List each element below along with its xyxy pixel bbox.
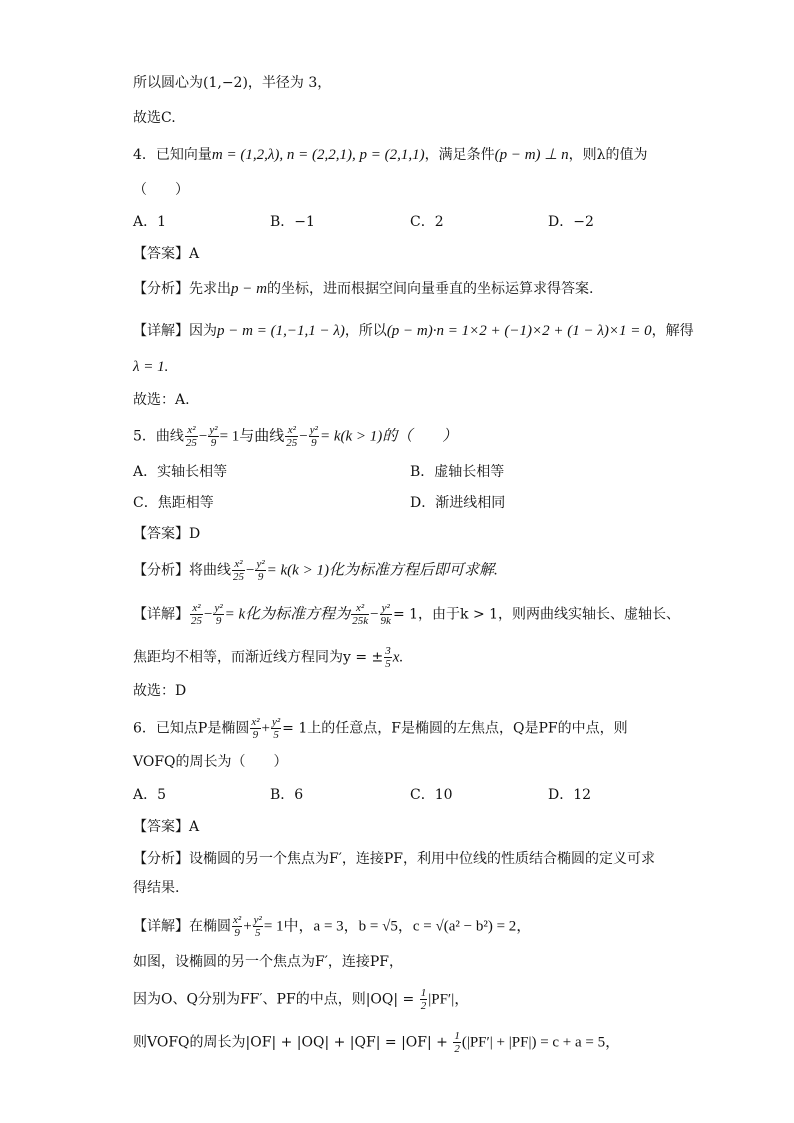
detail-text: 焦距均不相等，而渐近线方程同为y = ± — [133, 649, 384, 666]
question-4-stem — [133, 145, 647, 165]
fraction: $\frac{1}{2}$ — [454, 1030, 460, 1055]
fraction: $\frac{\text{y²}}{9}$ — [214, 602, 223, 627]
q5-text: 5．曲线 — [133, 428, 184, 445]
fraction: $\frac{3}{5}$ — [385, 645, 391, 670]
detail-text: = 1中，a = 3，b = √5，c = √(a² − b²) = 2， — [263, 918, 532, 935]
q4-detail — [133, 321, 694, 341]
q6-midpoint — [133, 987, 469, 1012]
q5-option-a: A．实轴长相等 — [133, 464, 228, 480]
q6-analysis-cont: 得结果. — [133, 880, 180, 896]
q6-answer: 【答案】A — [133, 819, 200, 835]
question-6-stem: 6．已知点P是椭圆 $\frac{\text{x²}}{9}$ + $\frac{\text{y²}}{5}$ = 1上的任意点，F是椭圆的左焦点，Q是PF的中点，则 — [133, 716, 628, 741]
fraction: $\frac{\text{y²}}{9}$ — [309, 424, 318, 449]
q5-text: = 1与曲线 — [219, 428, 285, 445]
q4-option-b: B．−1 — [270, 214, 315, 230]
detail-tag: 【详解】 — [133, 323, 189, 339]
analysis-tag: 【分析】 — [133, 281, 189, 297]
q6-stem-cont: VOFQ的周长为（ ） — [133, 754, 288, 770]
q6-option-d: D．12 — [548, 787, 592, 803]
q6-option-c: C．10 — [410, 787, 453, 803]
fraction: $\frac{\text{y²}}{9}$ — [209, 424, 218, 449]
detail-tag: 【详解】 — [133, 918, 189, 935]
fraction: $\frac{\text{y²}}{5}$ — [271, 716, 281, 741]
q5-option-b: B．虚轴长相等 — [410, 464, 505, 480]
q4-analysis — [133, 279, 593, 299]
analysis-text: 设椭圆的另一个焦点为F′，连接PF，利用中位线的性质结合椭圆的定义可求 — [189, 851, 656, 867]
q4-option-c: C．2 — [410, 214, 444, 230]
q4-condition: (p − m) ⊥ n — [494, 147, 569, 163]
detail-text: 因为 — [189, 323, 217, 339]
fraction: $\frac{\text{x²}}{25k}$ — [352, 602, 369, 627]
q4-text: ，满足条件 — [424, 147, 495, 163]
q6-perimeter — [133, 1030, 620, 1055]
q6-option-a: A．5 — [133, 787, 167, 803]
q6-analysis — [133, 849, 655, 869]
q6-text: = 1上的任意点，F是椭圆的左焦点，Q是PF的中点，则 — [282, 720, 628, 737]
q4-option-a: A．1 — [133, 214, 167, 230]
detail-text: ，所以 — [344, 323, 387, 339]
q5-selection: 故选：D — [133, 683, 187, 699]
fraction: $\frac{\text{y²}}{5}$ — [253, 914, 262, 939]
text-line: 故选C. — [133, 110, 176, 126]
q6-detail: 【详解】在椭圆 $\frac{\text{x²}}{9}$ + $\frac{\text{y²}}{5}$ = 1中，a = 3，b = √5，c = √(a² − b²) = 2， — [133, 914, 532, 939]
q5-analysis: 【分析】将曲线 $\frac{\text{x²}}{25}$ − $\frac{\text{y²}}{9}$ = k(k > 1)化为标准方程后即可求解. — [133, 558, 498, 583]
q5-text: = k(k > 1)的（ ） — [319, 428, 458, 445]
fraction: $\frac{\text{x²}}{25}$ — [191, 602, 202, 627]
q5-option-c: C．焦距相等 — [133, 495, 214, 511]
fraction: $\frac{\text{x²}}{9}$ — [251, 716, 260, 741]
fraction: $\frac{\text{x²}}{25}$ — [286, 424, 298, 449]
detail-text: x. — [392, 649, 404, 666]
analysis-tag: 【分析】 — [133, 562, 189, 579]
q4-text: ，则λ的值为 — [568, 147, 648, 163]
q4-text: 4．已知向量 — [133, 147, 212, 163]
analysis-vector: p − m — [231, 281, 267, 297]
fraction: $\frac{\text{x²}}{25}$ — [185, 424, 197, 449]
analysis-tag: 【分析】 — [133, 851, 189, 867]
detail-tag: 【详解】 — [133, 606, 189, 623]
detail-text: = k化为标准方程为 — [224, 606, 351, 623]
fraction: $\frac{1}{2}$ — [420, 987, 427, 1012]
detail-text: (|PF′| + |PF|) = c + a = 5， — [461, 1034, 621, 1051]
fraction: $\frac{\text{x²}}{9}$ — [233, 914, 242, 939]
q5-detail-cont — [133, 645, 403, 670]
analysis-text: = k(k > 1)化为标准方程后即可求解. — [266, 562, 498, 579]
detail-text: ，解得 — [651, 323, 694, 339]
analysis-text: 先求出 — [189, 281, 231, 297]
q4-paren: （ ） — [133, 182, 189, 198]
analysis-text: 将曲线 — [189, 562, 231, 579]
detail-math: (p − m)·n = 1×2 + (−1)×2 + (1 − λ)×1 = 0 — [386, 323, 652, 339]
detail-math: p − m = (1,−1,1 − λ) — [217, 323, 345, 339]
text-line: 所以圆心为(1,−2)，半径为 3， — [133, 75, 332, 91]
detail-text: 因为O、Q分别为FF′、PF的中点，则|OQ| = — [133, 991, 419, 1008]
fraction: $\frac{\text{y²}}{9k}$ — [380, 602, 391, 627]
q4-answer: 【答案】A — [133, 246, 200, 262]
q6-text: 6．已知点P是椭圆 — [133, 720, 250, 737]
analysis-text: 的坐标，进而根据空间向量垂直的坐标运算求得答案. — [266, 281, 594, 297]
q6-option-b: B．6 — [270, 787, 304, 803]
detail-text: |PF′|， — [428, 991, 470, 1008]
q4-vectors: m = (1,2,λ), n = (2,2,1), p = (2,1,1) — [211, 147, 425, 163]
q5-option-d: D．渐进线相同 — [410, 495, 506, 511]
q5-detail: 【详解】 $\frac{\text{x²}}{25}$ − $\frac{\text{y²}}{9}$ = k化为标准方程为 $\frac{\text{x²}}{25k}$ − $\frac{\text{y²}}{9k}$ = 1，由于k > 1，则两曲线实轴长、虚轴长、 — [133, 602, 681, 627]
detail-text: = 1，由于k > 1，则两曲线实轴长、虚轴长、 — [392, 606, 681, 623]
q4-detail-result: λ = 1. — [133, 359, 169, 375]
q4-selection: 故选：A. — [133, 392, 190, 408]
q5-answer: 【答案】D — [133, 526, 201, 542]
q4-option-d: D．−2 — [548, 214, 594, 230]
detail-text: 在椭圆 — [189, 918, 231, 935]
q6-figure-note: 如图，设椭圆的另一个焦点为F′，连接PF， — [133, 954, 404, 970]
detail-text: 则VOFQ的周长为|OF| + |OQ| + |QF| = |OF| + — [133, 1034, 453, 1051]
question-5-stem: 5．曲线 $\frac{\text{x²}}{25}$ − $\frac{\text{y²}}{9}$ = 1与曲线 $\frac{\text{x²}}{25}$ − $\frac{\text{y²}}{9}$ = k(k > 1)的（ ） — [133, 424, 458, 449]
fraction: $\frac{\text{x²}}{25}$ — [233, 558, 244, 583]
fraction: $\frac{\text{y²}}{9}$ — [256, 558, 265, 583]
